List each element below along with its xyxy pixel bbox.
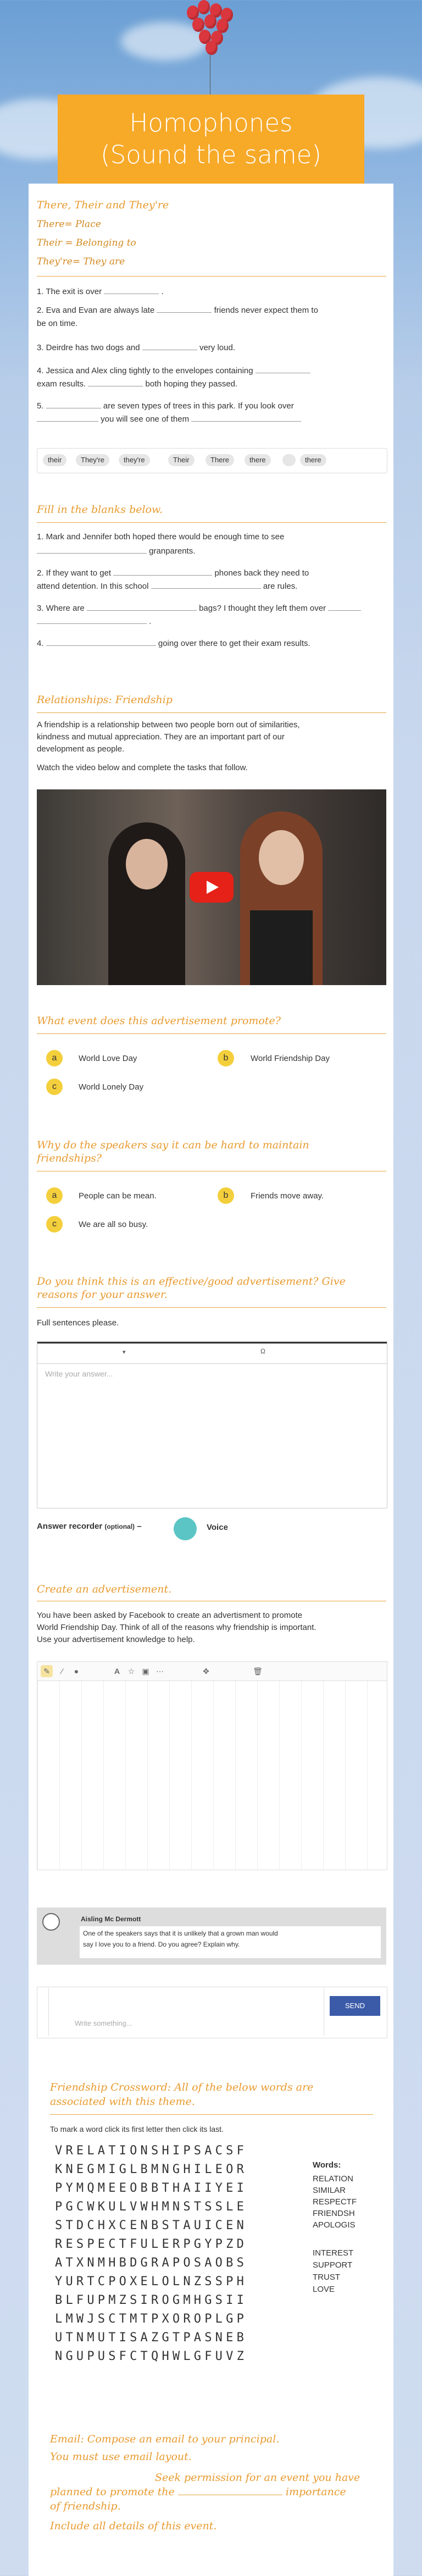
question-text: 2. If they want to get: [37, 568, 112, 578]
word-chip[interactable]: their: [43, 454, 66, 466]
question-text: both hoping they passed.: [145, 379, 238, 389]
word-search-row[interactable]: UTNMUTISAZGTPASNEB: [55, 2331, 248, 2345]
word-item: SUPPORT: [313, 2260, 353, 2270]
option-letter[interactable]: a: [46, 1050, 63, 1066]
question-text: 4. Jessica and Alex cling tightly to the envelopes containing: [37, 366, 253, 375]
option-text[interactable]: People can be mean.: [79, 1191, 157, 1201]
divider: [37, 276, 386, 277]
drop-blank[interactable]: [191, 413, 301, 422]
divider: [37, 712, 386, 713]
question-text: attend detention. In this school: [37, 582, 149, 591]
recorder-dash: –: [137, 1522, 142, 1531]
option-letter[interactable]: c: [46, 1079, 63, 1095]
comment-text: One of the speakers says that it is unlikely that a grown man would: [83, 1930, 278, 1937]
video-player[interactable]: [37, 789, 386, 985]
definition-theyre: They're= They are: [37, 256, 125, 267]
pencil-icon[interactable]: ✎: [41, 1665, 53, 1677]
voice-label[interactable]: Voice: [207, 1523, 228, 1532]
email-instruction: Include all details of this event.: [50, 2520, 217, 2532]
paragraph-line: A friendship is a relationship between two people born out of similarities,: [37, 720, 300, 729]
text-icon[interactable]: A: [114, 1667, 120, 1676]
email-blank[interactable]: [178, 2487, 282, 2495]
format-icon[interactable]: Ω: [260, 1347, 265, 1355]
word-search-row[interactable]: LMWJSCTMTPXOROPLGP: [55, 2312, 248, 2326]
answer-recorder-label: [37, 1522, 142, 1531]
paragraph-line: You have been asked by Facebook to create an advertisment to promote: [37, 1611, 303, 1620]
title-banner: [58, 95, 364, 184]
question-heading: reasons for your answer.: [37, 1289, 168, 1301]
drawing-canvas[interactable]: [37, 1661, 387, 1870]
words-title: Words:: [313, 2160, 341, 2170]
drop-blank[interactable]: [88, 378, 143, 386]
text-blank[interactable]: [37, 545, 147, 554]
section-heading: Create an advertisement.: [37, 1583, 172, 1595]
divider: [37, 1307, 386, 1308]
speaker-face: [126, 839, 168, 889]
text-blank[interactable]: [87, 602, 197, 611]
word-item: APOLOGIS: [313, 2220, 356, 2230]
section-heading: Fill in the blanks below.: [37, 504, 163, 516]
reply-input[interactable]: [48, 1988, 324, 2036]
text-blank[interactable]: [46, 638, 156, 646]
instruction-text: Full sentences please.: [37, 1318, 119, 1328]
option-letter[interactable]: b: [218, 1050, 234, 1066]
question-text: going over there to get their exam results.: [158, 639, 310, 648]
recorder-optional: (optional): [104, 1523, 135, 1530]
speaker-jacket: [250, 910, 313, 985]
word-search-row[interactable]: STDCHXCENBSTAUICEN: [55, 2219, 248, 2232]
word-search-row[interactable]: PGCWKULVWHMNSTSSLE: [55, 2200, 248, 2214]
email-instruction: You must use email layout.: [50, 2451, 192, 2463]
section-heading: associated with this theme.: [50, 2096, 195, 2108]
question-text: 2. Eva and Evan are always late: [37, 306, 155, 315]
word-search-row[interactable]: VRELATIONSHIPSACSF: [55, 2144, 248, 2158]
word-item: TRUST: [313, 2273, 340, 2282]
word-chip[interactable]: there: [300, 454, 326, 466]
word-item: INTEREST: [313, 2248, 354, 2258]
option-letter[interactable]: a: [46, 1187, 63, 1204]
move-icon[interactable]: ✥: [203, 1667, 209, 1676]
email-instruction: of friendship.: [50, 2500, 121, 2512]
word-chip[interactable]: [282, 454, 296, 466]
paragraph-line: Watch the video below and complete the tasks that follow.: [37, 763, 248, 772]
drop-blank[interactable]: [256, 365, 310, 373]
word-chip[interactable]: they're: [119, 454, 150, 466]
word-search-row[interactable]: ATXNMHBDGRAPOSAOBS: [55, 2256, 248, 2270]
definition-their: Their = Belonging to: [37, 237, 136, 248]
option-text[interactable]: World Love Day: [79, 1054, 137, 1063]
option-text[interactable]: We are all so busy.: [79, 1220, 148, 1229]
avatar-icon: [42, 1913, 60, 1931]
question-text: you will see one of them: [101, 414, 190, 424]
word-search-row[interactable]: PYMQMEEOBBTHAIIYEI: [55, 2181, 248, 2195]
word-search-row[interactable]: NGUPUSFCTQHWLGFUVZ: [55, 2350, 248, 2363]
drop-blank[interactable]: [142, 342, 197, 350]
text-blank[interactable]: [151, 581, 261, 589]
image-icon[interactable]: ▣: [142, 1667, 149, 1676]
color-icon[interactable]: ●: [74, 1667, 79, 1676]
word-item: RESPECTF: [313, 2197, 357, 2207]
word-item: RELATION: [313, 2174, 353, 2183]
question-text: exam results.: [37, 379, 86, 389]
question-text: 5.: [37, 401, 44, 411]
word-search-row[interactable]: YURTCPOXELOLNZSSPH: [55, 2275, 248, 2288]
send-button[interactable]: SEND: [330, 1996, 380, 2016]
question-text: very loud.: [199, 343, 236, 352]
drop-blank[interactable]: [46, 400, 101, 408]
divider: [37, 522, 386, 523]
drop-blank[interactable]: [157, 305, 212, 313]
page-subtitle: (Sound the same): [101, 140, 321, 169]
marker-icon[interactable]: ∕: [61, 1667, 63, 1676]
email-instruction: Seek permission for an event you have: [155, 2472, 360, 2484]
question-text: are rules.: [263, 582, 298, 591]
shape-icon[interactable]: ☆: [127, 1667, 135, 1676]
paragraph-line: World Friendship Day. Think of all of the reasons why friendship is important.: [37, 1623, 316, 1632]
instruction-text: To mark a word click its first letter then click its last.: [50, 2125, 224, 2133]
teacher-comment: [37, 1908, 386, 1965]
word-search-row[interactable]: RESPECTFULERPGYPZD: [55, 2237, 248, 2251]
speaker-face: [259, 830, 304, 885]
page-title: Homophones: [129, 108, 293, 137]
more-icon[interactable]: ⋯: [156, 1667, 164, 1676]
drop-blank[interactable]: [37, 413, 98, 422]
comment-text: say I love you to a friend. Do you agree? Explain why.: [83, 1941, 240, 1948]
word-chip[interactable]: there: [245, 454, 271, 466]
microphone-icon[interactable]: [174, 1517, 197, 1540]
email-instruction: [50, 2486, 346, 2498]
word-item: LOVE: [313, 2285, 335, 2294]
section-heading: Email: Compose an email to your principal.: [50, 2433, 280, 2445]
reply-box: [37, 1987, 387, 2038]
question-text: friends never expect them to: [214, 306, 318, 315]
paragraph-line: development as people.: [37, 744, 125, 754]
answer-placeholder: Write your answer...: [45, 1369, 113, 1378]
text-blank[interactable]: [328, 602, 361, 611]
question-text: 3. Where are: [37, 604, 85, 613]
question-heading: friendships?: [37, 1152, 102, 1164]
email-instruction-part: planned to promote the: [50, 2486, 175, 2498]
play-icon[interactable]: [190, 872, 234, 903]
word-chip[interactable]: Their: [168, 454, 195, 466]
answer-editor[interactable]: [37, 1341, 387, 1508]
section-heading: Friendship Crossword: All of the below words are: [50, 2081, 314, 2093]
section-heading: There, Their and They're: [37, 199, 169, 211]
text-blank[interactable]: [113, 567, 212, 576]
option-letter[interactable]: b: [218, 1187, 234, 1204]
question-text: 1. Mark and Jennifer both hoped there would be enough time to see: [37, 532, 285, 541]
divider: [50, 2114, 373, 2115]
question-heading: Why do the speakers say it can be hard to maintain: [37, 1139, 309, 1151]
balloons-image: [181, 0, 242, 60]
option-letter[interactable]: c: [46, 1216, 63, 1232]
paragraph-line: Use your advertisement knowledge to help.: [37, 1635, 195, 1644]
paragraph-line: kindness and mutual appreciation. They are an important part of our: [37, 732, 285, 742]
definition-there: There= Place: [37, 219, 101, 230]
recorder-label: Answer recorder: [37, 1522, 103, 1531]
question-text: phones back they need to: [214, 568, 309, 578]
reply-placeholder: Write something...: [75, 2019, 132, 2027]
word-item: FRIENDSH: [313, 2209, 355, 2218]
word-chip[interactable]: There: [206, 454, 234, 466]
question-text: are seven types of trees in this park. If you look over: [103, 401, 294, 411]
text-blank[interactable]: [37, 616, 147, 624]
drawing-toolbar: [37, 1662, 387, 1681]
section-heading: Relationships: Friendship: [37, 694, 173, 706]
email-instruction-part: importance: [285, 2486, 346, 2498]
question-text: granparents.: [149, 546, 196, 556]
option-text[interactable]: Friends move away.: [251, 1191, 324, 1201]
comment-author: Aisling Mc Dermott: [81, 1915, 141, 1923]
editor-toolbar: [37, 1342, 387, 1364]
word-search-row[interactable]: BLFUPMZSIROGMHGSII: [55, 2293, 248, 2307]
question-text: 3. Deirdre has two dogs and: [37, 343, 140, 352]
word-search-row[interactable]: KNEGMIGLBMNGHILEOR: [55, 2163, 248, 2176]
question-text: 1. The exit is over: [37, 287, 102, 296]
divider: [37, 1033, 386, 1034]
trash-icon[interactable]: 🗑: [253, 1667, 263, 1676]
question-text: bags? I thought they left them over: [199, 604, 326, 613]
option-text[interactable]: World Lonely Day: [79, 1082, 144, 1092]
word-chip[interactable]: They're: [76, 454, 109, 466]
question-text: 4.: [37, 639, 44, 648]
question-heading: Do you think this is an effective/good advertisement? Give: [37, 1275, 346, 1287]
option-text[interactable]: World Friendship Day: [251, 1054, 330, 1063]
question-text: be on time.: [37, 319, 78, 328]
drop-blank[interactable]: [104, 286, 159, 294]
format-dropdown-icon[interactable]: ▾: [123, 1349, 126, 1356]
word-item: SIMILAR: [313, 2186, 346, 2195]
question-heading: What event does this advertisement promote?: [37, 1015, 281, 1027]
